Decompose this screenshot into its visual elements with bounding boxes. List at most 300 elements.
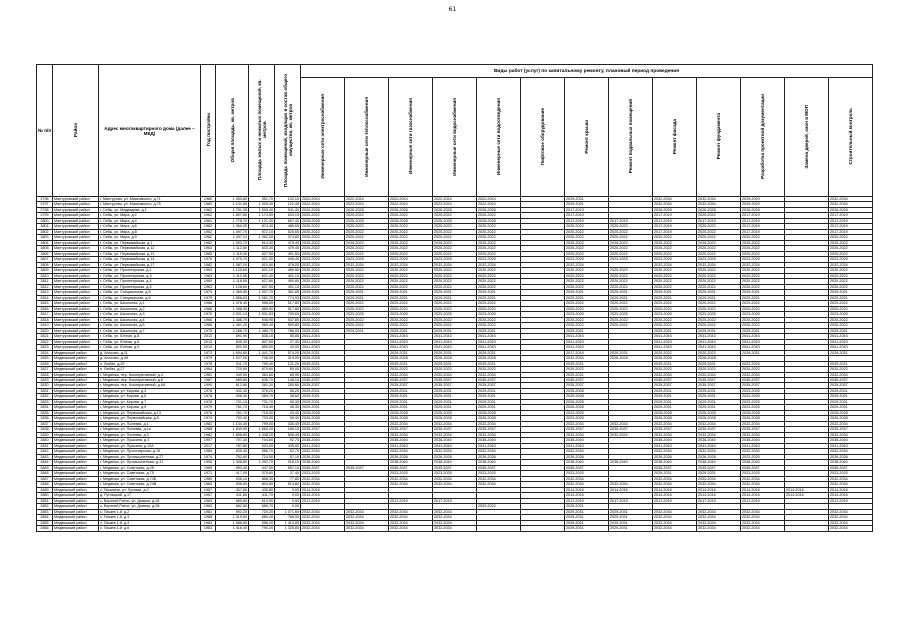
row-address: г. Медвежа, ул. Кирова, д.9 xyxy=(99,405,201,410)
row-living-area: 627,90 xyxy=(249,251,275,256)
row-district: Медвежский район xyxy=(53,350,99,355)
row-work-period: 2032-2034 xyxy=(741,262,785,267)
header-work-type: Ремонт подвальных помещений xyxy=(609,78,653,197)
row-work-period: 2032-2034 xyxy=(829,476,873,481)
row-district: Мантуровский район xyxy=(53,246,99,251)
row-work-period: 2026-2028 xyxy=(433,410,477,415)
row-year: 1982 xyxy=(201,262,216,267)
row-common-area: 0,00 xyxy=(275,487,301,492)
row-work-period: 2029-2031 xyxy=(565,197,609,202)
row-total-area: 1 476,40 xyxy=(216,301,249,306)
row-work-period: 2029-2031 xyxy=(741,295,785,300)
row-living-area: 958,60 xyxy=(249,301,275,306)
row-year: 1978 xyxy=(201,361,216,366)
row-work-period: 2026-2028 xyxy=(477,218,521,223)
row-work-period: 2023-2025 xyxy=(389,471,433,476)
row-work-period: 2020-2022 xyxy=(653,306,697,311)
row-work-period: 2038-2040 xyxy=(565,460,609,465)
row-work-period: 2017-2019 xyxy=(565,207,609,212)
row-common-area: 374,80 xyxy=(275,235,301,240)
row-living-area: 708,00 xyxy=(249,356,275,361)
row-work-period: 2020-2022 xyxy=(301,284,345,289)
row-work-period: 2035-2037 xyxy=(301,427,345,432)
row-work-period: 2041-2043 xyxy=(433,345,477,350)
row-work-period: 2017-2019 xyxy=(565,350,609,355)
row-work-period: 2020-2022 xyxy=(697,306,741,311)
row-number: 3838 xyxy=(37,427,53,432)
row-work-period: 2026-2028 xyxy=(741,416,785,421)
row-total-area: 685,80 xyxy=(216,498,249,503)
row-work-period: 2020-2022 xyxy=(477,268,521,273)
row-common-area: 148,10 xyxy=(275,377,301,382)
row-work-period: 2032-2034 xyxy=(389,526,433,531)
row-work-period: 2026-2028 xyxy=(389,416,433,421)
row-number: 3845 xyxy=(37,465,53,470)
row-work-period: 2029-2031 xyxy=(565,328,609,333)
row-work-period: 2020-2022 xyxy=(301,224,345,229)
row-work-period: 2026-2028 xyxy=(609,356,653,361)
row-work-period: 2032-2034 xyxy=(609,432,653,437)
row-work-period: 2022-2024 xyxy=(345,197,389,202)
row-work-period: 2026-2028 xyxy=(565,454,609,459)
row-work-period: 2017-2019 xyxy=(829,224,873,229)
row-district: Медвежский район xyxy=(53,471,99,476)
row-common-area: 525,60 xyxy=(275,229,301,234)
row-district: Медвежский район xyxy=(53,410,99,415)
row-district: Мантуровский район xyxy=(53,273,99,278)
row-common-area: 574,20 xyxy=(275,350,301,355)
row-common-area: 36,60 xyxy=(275,394,301,399)
row-number: 3801 xyxy=(37,224,53,229)
row-common-area: 435,00 xyxy=(275,443,301,448)
row-work-period: 2020-2022 xyxy=(829,240,873,245)
row-common-area: 57,10 xyxy=(275,454,301,459)
row-work-period: 2032-2034 xyxy=(741,476,785,481)
row-work-period: 2029-2031 xyxy=(433,388,477,393)
row-work-period: 2032-2034 xyxy=(829,509,873,514)
row-work-period: 2035-2037 xyxy=(389,427,433,432)
row-number: 3837 xyxy=(37,421,53,426)
row-number: 3835 xyxy=(37,410,53,415)
row-district: Медвежский район xyxy=(53,504,99,509)
row-work-period: 2026-2028 xyxy=(653,454,697,459)
row-work-period: 2023-2025 xyxy=(829,312,873,317)
row-work-period: 2038-2040 xyxy=(565,438,609,443)
row-common-area: 517,80 xyxy=(275,306,301,311)
row-work-period: 2020-2022 xyxy=(477,284,521,289)
row-work-period: 2029-2031 xyxy=(609,290,653,295)
row-work-period: 2029-2031 xyxy=(653,399,697,404)
row-number: 3843 xyxy=(37,454,53,459)
row-work-period: 2032-2034 xyxy=(301,515,345,520)
row-work-period: 2035-2037 xyxy=(565,427,609,432)
row-year: 1962 xyxy=(201,224,216,229)
row-work-period: 2026-2028 xyxy=(697,416,741,421)
row-work-period: 2023-2025 xyxy=(433,257,477,262)
row-work-period: 2020-2022 xyxy=(345,323,389,328)
row-work-period: 2035-2037 xyxy=(389,465,433,470)
row-work-period: 2029-2031 xyxy=(301,405,345,410)
row-work-period: 2032-2034 xyxy=(653,520,697,525)
row-work-period: 2020-2022 xyxy=(697,284,741,289)
row-year: 1982 xyxy=(201,432,216,437)
row-year: 1987 xyxy=(201,377,216,382)
row-work-period: 2035-2037 xyxy=(697,465,741,470)
row-work-period: 2026-2028 xyxy=(433,356,477,361)
table-body xyxy=(37,197,873,532)
row-work-period: 2032-2034 xyxy=(697,202,741,207)
row-number: 3846 xyxy=(37,471,53,476)
row-work-period: 2029-2031 xyxy=(565,504,609,509)
row-address: г. Медвежа, ул. Полевая, д.1 xyxy=(99,421,201,426)
row-total-area: 1 437,10 xyxy=(216,235,249,240)
row-work-period: 2026-2028 xyxy=(565,399,609,404)
row-work-period: 2020-2022 xyxy=(301,306,345,311)
row-living-area: 362,20 xyxy=(249,383,275,388)
row-work-period: 2029-2031 xyxy=(345,295,389,300)
row-work-period: 2029-2031 xyxy=(477,295,521,300)
row-work-period: 2032-2034 xyxy=(433,520,477,525)
row-work-period: 2032-2034 xyxy=(301,526,345,531)
row-common-area: 335,40 xyxy=(275,421,301,426)
row-common-area: 491,50 xyxy=(275,251,301,256)
row-work-period: 2026-2028 xyxy=(565,388,609,393)
row-work-period: 2026-2028 xyxy=(345,218,389,223)
row-work-period: 2020-2022 xyxy=(477,213,521,218)
header-number: № п/п xyxy=(37,65,53,197)
row-work-period: 2020-2022 xyxy=(301,235,345,240)
row-district: Мантуровский район xyxy=(53,218,99,223)
row-address: г. Себж, ул. Первомайская, д.1 xyxy=(99,240,201,245)
row-year: 1964 xyxy=(201,367,216,372)
row-number: 3827 xyxy=(37,367,53,372)
row-common-area: 56,20 xyxy=(275,388,301,393)
row-work-period: 2017-2019 xyxy=(653,213,697,218)
row-work-period: 2022-2024 xyxy=(389,202,433,207)
row-address: г. Себж, ул. Школьная, д.7 xyxy=(99,328,201,333)
row-common-area: 449,40 xyxy=(275,257,301,262)
row-number: 3841 xyxy=(37,443,53,448)
row-work-period: 2035-2037 xyxy=(609,427,653,432)
row-work-period: 2017-2019 xyxy=(653,229,697,234)
row-work-period: 2032-2034 xyxy=(301,421,345,426)
row-work-period: 2023-2025 xyxy=(433,471,477,476)
row-work-period: 2017-2019 xyxy=(697,218,741,223)
row-district: Медвежский район xyxy=(53,421,99,426)
header-work-type: Инженерные сети газоснабжения xyxy=(389,78,433,197)
row-work-period: 2020-2022 xyxy=(565,235,609,240)
row-work-period: 2032-2034 xyxy=(389,262,433,267)
row-total-area: 792,40 xyxy=(216,416,249,421)
row-address: с. Пашев 1-й, д.2 xyxy=(99,509,201,514)
row-work-period: 2035-2037 xyxy=(477,383,521,388)
row-work-period: 2017-2019 xyxy=(301,498,345,503)
row-living-area: 804,80 xyxy=(249,482,275,487)
row-number: 3804 xyxy=(37,240,53,245)
row-year: 1963 xyxy=(201,273,216,278)
row-work-period: 2032-2034 xyxy=(653,421,697,426)
row-work-period: 2029-2031 xyxy=(565,515,609,520)
row-work-period: 2020-2022 xyxy=(609,268,653,273)
row-district: Мантуровский район xyxy=(53,197,99,202)
row-work-period: 2020-2022 xyxy=(697,229,741,234)
row-work-period: 2020-2022 xyxy=(345,213,389,218)
row-address: г. Медвежа, ул. Советская, д.25 xyxy=(99,465,201,470)
row-work-period: 2032-2034 xyxy=(565,482,609,487)
row-work-period: 2020-2022 xyxy=(697,224,741,229)
row-year: 1962 xyxy=(201,229,216,234)
row-address: с. Верхний Ратчи, ул. Доваля, д.26 xyxy=(99,498,201,503)
row-work-period: 2032-2034 xyxy=(565,356,609,361)
row-work-period xyxy=(477,526,521,531)
row-work-period: 2020-2022 xyxy=(653,235,697,240)
row-address: с. Пашев 1-й, д.3 xyxy=(99,515,201,520)
row-address: г. Себж, ул. Юнная, д.9 xyxy=(99,345,201,350)
row-work-period: 2017-2019 xyxy=(565,498,609,503)
row-work-period: 2029-2031 xyxy=(565,290,609,295)
row-work-period: 2035-2037 xyxy=(477,465,521,470)
row-living-area: 951,70 xyxy=(249,197,275,202)
row-work-period: 2020-2022 xyxy=(609,229,653,234)
row-work-period: 2020-2022 xyxy=(301,240,345,245)
row-work-period: 2023-2025 xyxy=(433,312,477,317)
row-work-period: 2035-2037 xyxy=(389,377,433,382)
row-address: г. Себж, ул. Мира, д.4 xyxy=(99,218,201,223)
row-total-area: 1 778,70 xyxy=(216,218,249,223)
row-work-period: 2017-2019 xyxy=(653,498,697,503)
row-common-area: 476,20 xyxy=(275,262,301,267)
row-work-period: 2014-2016 xyxy=(653,493,697,498)
row-common-area: 774,93 xyxy=(275,295,301,300)
row-living-area: 960,40 xyxy=(249,323,275,328)
row-work-period: 2020-2022 xyxy=(477,224,521,229)
row-total-area: 1 119,40 xyxy=(216,251,249,256)
row-district: Мантуровский район xyxy=(53,295,99,300)
row-living-area: 621,40 xyxy=(249,273,275,278)
row-number: 3847 xyxy=(37,476,53,481)
row-work-period: 2023-2025 xyxy=(565,257,609,262)
row-work-period: 2020-2022 xyxy=(301,246,345,251)
row-work-period: 2029-2031 xyxy=(345,290,389,295)
row-work-period: 2029-2031 xyxy=(697,394,741,399)
row-district: Мантуровский район xyxy=(53,306,99,311)
row-work-period: 2020-2022 xyxy=(697,235,741,240)
row-district: Мантуровский район xyxy=(53,202,99,207)
row-number: 3848 xyxy=(37,482,53,487)
row-common-area: 45,30 xyxy=(275,405,301,410)
row-work-period: 2020-2022 xyxy=(301,251,345,256)
row-work-period: 2029-2031 xyxy=(433,394,477,399)
row-common-area: 92,70 xyxy=(275,438,301,443)
row-work-period: 2020-2022 xyxy=(301,229,345,234)
row-work-period: 2017-2019 xyxy=(609,218,653,223)
row-total-area: 797,30 xyxy=(216,438,249,443)
row-common-area: 121,20 xyxy=(275,361,301,366)
row-address: с. Пышмеш, ул. Луговая, д.2 xyxy=(99,487,201,492)
row-work-period: 2020-2022 xyxy=(829,284,873,289)
header-works-title: Виды работ (услуг) по капитальному ремонту, плановый период проведения xyxy=(301,65,873,78)
row-work-period: 2029-2031 xyxy=(697,328,741,333)
row-work-period: 2032-2034 xyxy=(301,509,345,514)
row-work-period: 2020-2022 xyxy=(345,284,389,289)
row-year: 1966 xyxy=(201,306,216,311)
row-living-area: 633,40 xyxy=(249,246,275,251)
row-living-area: 614,30 xyxy=(249,240,275,245)
row-year: 1984 xyxy=(201,520,216,525)
row-work-period: 2032-2034 xyxy=(697,372,741,377)
row-number: 3828 xyxy=(37,372,53,377)
row-year: 1962 xyxy=(201,207,216,212)
row-work-period xyxy=(785,526,829,531)
row-work-period: 2014-2016 xyxy=(565,493,609,498)
row-work-period: 2020-2022 xyxy=(565,323,609,328)
row-work-period: 2020-2022 xyxy=(433,317,477,322)
row-work-period: 2020-2022 xyxy=(609,240,653,245)
row-work-period: 2026-2028 xyxy=(741,207,785,212)
row-work-period: 2029-2031 xyxy=(609,515,653,520)
row-work-period: 2014-2016 xyxy=(653,487,697,492)
row-work-period: 2032-2034 xyxy=(653,515,697,520)
row-work-period: 2026-2028 xyxy=(477,454,521,459)
row-common-area: 491,10 xyxy=(275,284,301,289)
row-work-period: 2032-2034 xyxy=(653,526,697,531)
row-work-period: 2041-2043 xyxy=(741,345,785,350)
row-number: 3796 xyxy=(37,197,53,202)
row-work-period: 2029-2031 xyxy=(697,290,741,295)
row-work-period: 2020-2022 xyxy=(565,279,609,284)
row-work-period: 2020-2022 xyxy=(389,251,433,256)
row-number: 3815 xyxy=(37,301,53,306)
row-work-period: 2041-2043 xyxy=(741,339,785,344)
row-work-period: 2029-2031 xyxy=(697,361,741,366)
row-living-area: 1 348,20 xyxy=(249,432,275,437)
row-year: 1974 xyxy=(201,454,216,459)
row-work-period: 2020-2022 xyxy=(829,367,873,372)
row-work-period: 2032-2034 xyxy=(433,262,477,267)
row-work-period: 2023-2025 xyxy=(301,257,345,262)
row-work-period: 2020-2022 xyxy=(345,251,389,256)
row-total-area: 1 120,60 xyxy=(216,268,249,273)
row-work-period: 2032-2034 xyxy=(653,482,697,487)
row-total-area: 1 131,80 xyxy=(216,202,249,207)
row-year: 1981 xyxy=(201,509,216,514)
row-work-period: 2020-2022 xyxy=(609,284,653,289)
row-work-period: 2032-2034 xyxy=(741,421,785,426)
row-total-area: 406,30 xyxy=(216,394,249,399)
row-district: Медвежский район xyxy=(53,482,99,487)
row-work-period: 2020-2022 xyxy=(301,273,345,278)
row-number: 3807 xyxy=(37,257,53,262)
row-address: д. Аносово, д.49 xyxy=(99,356,201,361)
row-work-period: 2020-2022 xyxy=(301,213,345,218)
row-work-period: 2029-2031 xyxy=(477,328,521,333)
row-living-area: 363,60 xyxy=(249,372,275,377)
row-living-area: 790,40 xyxy=(249,361,275,366)
row-work-period: 2020-2022 xyxy=(433,224,477,229)
row-work-period: 2026-2028 xyxy=(653,207,697,212)
row-work-period: 2020-2022 xyxy=(829,323,873,328)
row-common-area: 0,00 xyxy=(275,493,301,498)
row-common-area: 1 071,60 xyxy=(275,509,301,514)
row-address: г. Медвежа, ул. Кирова, д.3 xyxy=(99,388,201,393)
row-work-period: 2041-2043 xyxy=(433,443,477,448)
row-total-area: 787,80 xyxy=(216,443,249,448)
row-work-period: 2041-2043 xyxy=(565,334,609,339)
row-work-period: 2041-2043 xyxy=(477,443,521,448)
row-work-period: 2023-2025 xyxy=(653,257,697,262)
row-work-period: 2038-2040 xyxy=(301,438,345,443)
row-number: 3842 xyxy=(37,449,53,454)
row-work-period: 2032-2034 xyxy=(389,509,433,514)
row-work-period: 2029-2031 xyxy=(477,405,521,410)
row-work-period: 2020-2022 xyxy=(565,301,609,306)
row-work-period: 2032-2034 xyxy=(829,197,873,202)
row-number: 3839 xyxy=(37,432,53,437)
row-work-period: 2032-2034 xyxy=(565,432,609,437)
row-work-period: 2029-2031 xyxy=(741,350,785,355)
row-work-period: 2032-2034 xyxy=(389,449,433,454)
row-work-period: 2032-2034 xyxy=(389,476,433,481)
row-work-period: 2038-2040 xyxy=(477,438,521,443)
row-year: 2017 xyxy=(201,443,216,448)
row-address: с. Пашев 1-й, д.6 xyxy=(99,526,201,531)
row-work-period: 2035-2037 xyxy=(565,465,609,470)
row-year: 1981 xyxy=(201,372,216,377)
row-living-area: 637,50 xyxy=(249,284,275,289)
row-total-area: 449,50 xyxy=(216,372,249,377)
row-work-period: 2020-2022 xyxy=(301,323,345,328)
row-number: 3851 xyxy=(37,498,53,503)
row-district: Медвежский район xyxy=(53,465,99,470)
header-work-type: Ремонт фундамента xyxy=(697,78,741,197)
row-work-period: 2017-2019 xyxy=(565,213,609,218)
row-common-area: 500,80 xyxy=(275,323,301,328)
row-work-period: 2029-2031 xyxy=(609,520,653,525)
row-work-period: 2032-2034 xyxy=(477,432,521,437)
row-work-period: 2026-2028 xyxy=(697,410,741,415)
row-work-period: 2041-2043 xyxy=(653,334,697,339)
row-work-period: 2035-2037 xyxy=(741,427,785,432)
row-work-period: 2032-2034 xyxy=(697,197,741,202)
row-common-area: 786,00 xyxy=(275,328,301,333)
row-work-period: 2020-2022 xyxy=(565,306,609,311)
row-year: 1966 xyxy=(201,301,216,306)
row-common-area: 27,40 xyxy=(275,339,301,344)
row-work-period: 2029-2031 xyxy=(741,290,785,295)
row-work-period: 2020-2022 xyxy=(345,273,389,278)
row-work-period: 2041-2043 xyxy=(301,443,345,448)
row-number: 3802 xyxy=(37,229,53,234)
row-address: п. Любач, д.27 xyxy=(99,367,201,372)
row-work-period: 2035-2037 xyxy=(301,383,345,388)
row-work-period: 2032-2034 xyxy=(477,421,521,426)
row-number: 3806 xyxy=(37,251,53,256)
row-work-period: 2026-2028 xyxy=(433,207,477,212)
row-work-period: 2032-2034 xyxy=(697,432,741,437)
row-work-period: 2032-2034 xyxy=(829,520,873,525)
row-number: 3820 xyxy=(37,328,53,333)
row-common-area: 102,10 xyxy=(275,197,301,202)
row-work-period: 2026-2028 xyxy=(433,454,477,459)
row-work-period: 2032-2034 xyxy=(301,372,345,377)
row-work-period: 2023-2025 xyxy=(345,312,389,317)
row-work-period: 2020-2022 xyxy=(653,284,697,289)
row-work-period: 2017-2019 xyxy=(829,218,873,223)
row-work-period: 2023-2025 xyxy=(697,312,741,317)
row-work-period: 2041-2043 xyxy=(389,443,433,448)
row-address: г. Себж, ул. Мира, д.2 xyxy=(99,213,201,218)
row-work-period: 2026-2028 xyxy=(697,454,741,459)
